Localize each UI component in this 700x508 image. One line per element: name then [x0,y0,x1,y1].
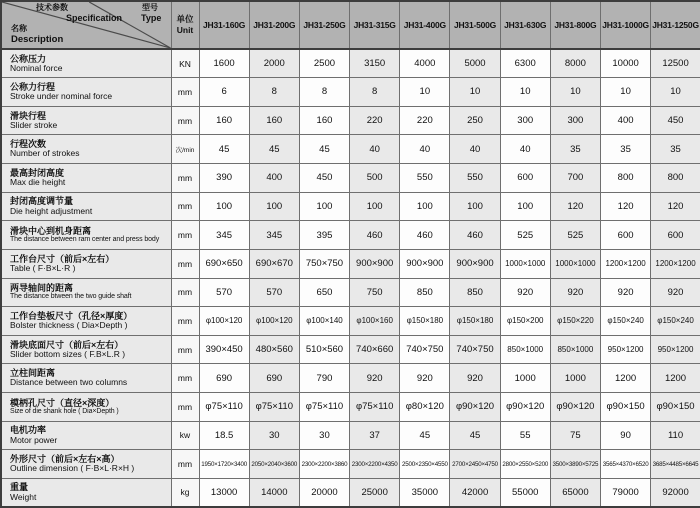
description-header-label-cn: 名称 [11,24,27,33]
spec-value-cell: 850×1000 [550,335,600,364]
spec-value-cell: 450 [299,164,349,193]
spec-value-cell: 2050×2040×3600 [249,450,299,479]
spec-value-cell: 920 [651,278,700,307]
spec-value-cell: 1000 [500,364,550,393]
row-label [1,450,171,479]
spec-value-cell: φ150×180 [450,307,500,336]
spec-value-cell: 690×650 [199,249,249,278]
description-header-label-en: Description [11,34,64,45]
spec-value-cell: 920 [601,278,651,307]
spec-value-cell: 160 [249,106,299,135]
table-row [1,478,700,507]
spec-value-cell: 30 [299,421,349,450]
row-label-en: Outline dimension ( F·B×L·R×H ) [10,463,135,474]
spec-value-cell: 220 [400,106,450,135]
row-label-en: Distance between two columns [10,377,128,388]
unit-cell: mm [171,106,199,135]
spec-value-cell: 920 [400,364,450,393]
spec-value-cell: 950×1200 [601,335,651,364]
table-row [1,249,700,278]
row-label-en: Number of strokes [10,148,80,159]
unit-cell: mm [171,192,199,221]
unit-cell: mm [171,364,199,393]
spec-value-cell: 120 [651,192,700,221]
row-label [1,192,171,221]
spec-value-cell: 740×660 [350,335,400,364]
spec-value-cell: φ90×120 [550,393,600,422]
unit-cell: 次/min [171,135,199,164]
spec-value-cell: φ90×150 [601,393,651,422]
spec-value-cell: 3150 [350,49,400,78]
spec-value-cell: 1600 [199,49,249,78]
spec-value-cell: φ100×160 [350,307,400,336]
spec-value-cell: 920 [450,364,500,393]
spec-value-cell: 920 [350,364,400,393]
row-label-cn: 滑块行程 [10,110,47,121]
spec-value-cell: 1200 [601,364,651,393]
spec-value-cell: φ90×150 [651,393,700,422]
spec-value-cell: 55000 [500,478,550,507]
spec-value-cell: 10 [651,78,700,107]
spec-value-cell: 6300 [500,49,550,78]
spec-value-cell: 950×1200 [651,335,700,364]
row-label [1,164,171,193]
spec-value-cell: 600 [601,221,651,250]
row-label-en: Die height adjustment [10,205,93,216]
spec-value-cell: φ75×110 [350,393,400,422]
spec-value-cell: 550 [450,164,500,193]
row-label [1,478,171,507]
spec-value-cell: 45 [400,421,450,450]
spec-value-cell: 40 [500,135,550,164]
spec-value-cell: 2300×2200×3860 [299,450,349,479]
spec-value-cell: 900×900 [400,249,450,278]
row-label [1,393,171,422]
spec-value-cell: 790 [299,364,349,393]
spec-value-cell: 1000 [550,364,600,393]
spec-value-cell: 220 [350,106,400,135]
spec-header-label-cn: 技术参数 [36,3,68,12]
spec-value-cell: φ150×240 [601,307,651,336]
row-label-cn: 封闭高度调节量 [10,196,74,207]
spec-value-cell: 400 [601,106,651,135]
model-header: JH31-160G [199,1,249,49]
spec-value-cell: 920 [500,278,550,307]
table-row [1,364,700,393]
spec-value-cell: φ150×180 [400,307,450,336]
spec-value-cell: 10 [400,78,450,107]
row-label-cn: 最高封闭高度 [10,167,65,178]
unit-cell: mm [171,78,199,107]
spec-value-cell: φ75×110 [299,393,349,422]
row-label-en: Slider bottom sizes ( F.B×L.R ) [10,348,126,359]
spec-value-cell: 35 [651,135,700,164]
spec-value-cell: 8 [350,78,400,107]
spec-value-cell: 525 [550,221,600,250]
spec-value-cell: 55 [500,421,550,450]
spec-value-cell: 345 [249,221,299,250]
unit-cell: KN [171,49,199,78]
spec-value-cell: 2300×2200×4350 [350,450,400,479]
row-label-en: Motor power [10,434,58,445]
spec-value-cell: 800 [601,164,651,193]
unit-cell: mm [171,249,199,278]
spec-value-cell: 1000×1000 [550,249,600,278]
spec-value-cell: 13000 [199,478,249,507]
unit-cell: mm [171,393,199,422]
row-label-en: Size of die shank hole ( Dia×Depth ) [10,407,119,415]
spec-value-cell: 740×750 [400,335,450,364]
spec-value-cell: 160 [299,106,349,135]
spec-value-cell: φ80×120 [400,393,450,422]
spec-value-cell: 45 [249,135,299,164]
unit-cell: mm [171,450,199,479]
row-label-cn: 两导轴间的距离 [10,283,74,294]
row-label-en: Stroke under nominal force [10,91,113,102]
spec-value-cell: 850 [450,278,500,307]
spec-value-cell: 100 [500,192,550,221]
spec-value-cell: 14000 [249,478,299,507]
spec-value-cell: 35 [550,135,600,164]
unit-cell: mm [171,221,199,250]
row-label [1,49,171,78]
row-label-en: Table ( F·B×L·R ) [10,262,76,273]
spec-value-cell: 1200×1200 [601,249,651,278]
unit-cell: mm [171,278,199,307]
spec-value-cell: 850×1000 [500,335,550,364]
row-label-en: Max die height [10,177,66,188]
row-label-en: Nominal force [10,62,63,73]
spec-value-cell: 740×750 [450,335,500,364]
spec-value-cell: 100 [249,192,299,221]
row-label [1,335,171,364]
spec-value-cell: 10 [601,78,651,107]
spec-value-cell: 600 [500,164,550,193]
row-label-en: Bolster thickness ( Dia×Depth ) [10,320,128,331]
spec-value-cell: φ90×120 [500,393,550,422]
spec-value-cell: 460 [400,221,450,250]
model-header: JH31-250G [299,1,349,49]
spec-value-cell: 4000 [400,49,450,78]
spec-value-cell: 850 [400,278,450,307]
spec-value-cell: 8 [299,78,349,107]
spec-value-cell: 460 [350,221,400,250]
row-label-en: The distance between ram center and press body [10,236,160,244]
spec-value-cell: 120 [601,192,651,221]
table-row [1,49,700,78]
model-header: JH31-630G [500,1,550,49]
spec-value-cell: 900×900 [450,249,500,278]
spec-value-cell: 45 [450,421,500,450]
spec-value-cell: 2500×2350×4550 [400,450,450,479]
spec-value-cell: 1000×1000 [500,249,550,278]
spec-value-cell: 45 [199,135,249,164]
spec-value-cell: 100 [350,192,400,221]
spec-value-cell: 480×560 [249,335,299,364]
spec-value-cell: 10 [450,78,500,107]
spec-value-cell: 650 [299,278,349,307]
spec-value-cell: 2000 [249,49,299,78]
spec-value-cell: 35 [601,135,651,164]
spec-value-cell: 390×450 [199,335,249,364]
row-label [1,307,171,336]
spec-value-cell: 3685×4485×6645 [651,450,700,479]
unit-cell: mm [171,335,199,364]
spec-value-cell: 800 [651,164,700,193]
spec-value-cell: 900×900 [350,249,400,278]
spec-value-cell: 42000 [450,478,500,507]
spec-value-cell: φ100×120 [249,307,299,336]
row-label-en: Slider stroke [10,119,58,130]
spec-value-cell: 37 [350,421,400,450]
table-row [1,393,700,422]
spec-value-cell: 1200 [651,364,700,393]
table-row [1,278,700,307]
spec-value-cell: 160 [199,106,249,135]
spec-value-cell: 750 [350,278,400,307]
spec-value-cell: 2500 [299,49,349,78]
model-header: JH31-315G [350,1,400,49]
spec-value-cell: 390 [199,164,249,193]
spec-value-cell: 10000 [601,49,651,78]
spec-value-cell: 100 [199,192,249,221]
corner-header-cell [1,1,171,49]
row-label-en: Weight [10,491,37,502]
spec-value-cell: 570 [199,278,249,307]
row-label-cn: 立柱间距离 [10,368,56,379]
row-label-cn: 工作台垫板尺寸（孔径×厚度） [10,310,133,321]
row-label [1,78,171,107]
spec-value-cell: φ150×240 [651,307,700,336]
spec-value-cell: 920 [550,278,600,307]
spec-value-cell: 450 [651,106,700,135]
row-label-cn: 工作台尺寸（前后×左右） [10,253,115,264]
row-label-cn: 滑块中心到机身距离 [10,225,92,236]
unit-cell: mm [171,164,199,193]
spec-value-cell: 20000 [299,478,349,507]
spec-value-cell: 600 [651,221,700,250]
unit-header-cn: 单位 [176,14,194,25]
spec-value-cell: 35000 [400,478,450,507]
row-label-cn: 公称力行程 [10,81,56,92]
table-row [1,307,700,336]
spec-value-cell: 570 [249,278,299,307]
row-label [1,106,171,135]
model-header: JH31-800G [550,1,600,49]
spec-value-cell: 10 [500,78,550,107]
model-header: JH31-500G [450,1,500,49]
spec-value-cell: φ100×120 [199,307,249,336]
row-label [1,221,171,250]
table-row [1,164,700,193]
spec-value-cell: φ100×140 [299,307,349,336]
spec-value-cell: 345 [199,221,249,250]
unit-cell: kg [171,478,199,507]
spec-value-cell: 500 [350,164,400,193]
spec-value-cell: 250 [450,106,500,135]
unit-header-en: Unit [176,25,194,35]
spec-value-cell: 6 [199,78,249,107]
spec-value-cell: 1200×1200 [651,249,700,278]
spec-value-cell: 3500×3890×5725 [550,450,600,479]
row-label-cn: 公称压力 [10,53,47,64]
spec-value-cell: 75 [550,421,600,450]
spec-value-cell: 25000 [350,478,400,507]
row-label [1,421,171,450]
model-header: JH31-400G [400,1,450,49]
spec-value-cell: 690×670 [249,249,299,278]
spec-value-cell: 690 [249,364,299,393]
spec-value-cell: 395 [299,221,349,250]
spec-value-cell: 750×750 [299,249,349,278]
row-label-cn: 行程次数 [10,139,47,150]
spec-value-cell: 45 [299,135,349,164]
row-label [1,364,171,393]
table-row [1,450,700,479]
table-row [1,221,700,250]
spec-value-cell: φ150×200 [500,307,550,336]
spec-value-cell: 460 [450,221,500,250]
spec-value-cell: 10 [550,78,600,107]
row-label-cn: 滑块底面尺寸（前后×左右） [10,339,124,350]
spec-value-cell: 110 [651,421,700,450]
spec-value-cell: 12500 [651,49,700,78]
spec-value-cell: 525 [500,221,550,250]
spec-value-cell: 100 [400,192,450,221]
spec-value-cell: 690 [199,364,249,393]
spec-value-cell: 2700×2450×4750 [450,450,500,479]
spec-value-cell: 90 [601,421,651,450]
table-row [1,421,700,450]
spec-value-cell: 400 [249,164,299,193]
row-label-cn: 外形尺寸（前后×左右×高） [10,454,120,464]
table-row [1,106,700,135]
spec-value-cell: φ90×120 [450,393,500,422]
type-header-label-en: Type [141,13,162,23]
spec-value-cell: 300 [550,106,600,135]
spec-value-cell: 30 [249,421,299,450]
spec-value-cell: 65000 [550,478,600,507]
table-row [1,135,700,164]
model-header: JH31-1250G [651,1,700,49]
spec-value-cell: 40 [400,135,450,164]
spec-value-cell: 3565×4370×6520 [601,450,651,479]
spec-value-cell: 120 [550,192,600,221]
spec-value-cell: 79000 [601,478,651,507]
table-body [1,49,700,507]
row-label-cn: 重量 [10,482,29,493]
spec-value-cell: 100 [450,192,500,221]
spec-value-cell: φ75×110 [199,393,249,422]
table-row [1,78,700,107]
spec-value-cell: 550 [400,164,450,193]
spec-value-cell: 700 [550,164,600,193]
spec-value-cell: 40 [450,135,500,164]
table-row [1,192,700,221]
row-label-en: The distance btween the two guide shaft [10,293,132,301]
spec-value-cell: 5000 [450,49,500,78]
type-header-label-cn: 型号 [142,3,158,12]
spec-value-cell: φ150×220 [550,307,600,336]
spec-value-cell: 510×560 [299,335,349,364]
spec-header-label-en: Specification [66,13,123,23]
unit-column-header [171,1,199,49]
table-header [1,1,700,49]
row-label [1,135,171,164]
model-header: JH31-200G [249,1,299,49]
spec-value-cell: 300 [500,106,550,135]
unit-cell: kw [171,421,199,450]
row-label-cn: 电机功率 [10,425,47,436]
table-row [1,335,700,364]
spec-value-cell: 92000 [651,478,700,507]
spec-value-cell: 18.5 [199,421,249,450]
spec-value-cell: 8000 [550,49,600,78]
spec-value-cell: 1950×1720×3400 [199,450,249,479]
unit-cell: mm [171,307,199,336]
spec-value-cell: 2800×2550×5200 [500,450,550,479]
row-label [1,249,171,278]
spec-value-cell: 40 [350,135,400,164]
model-header: JH31-1000G [601,1,651,49]
row-label [1,278,171,307]
spec-value-cell: φ75×110 [249,393,299,422]
header-row [1,1,700,49]
spec-value-cell: 100 [299,192,349,221]
spec-value-cell: 8 [249,78,299,107]
row-label-cn: 模柄孔尺寸（直径×深度） [10,397,115,408]
